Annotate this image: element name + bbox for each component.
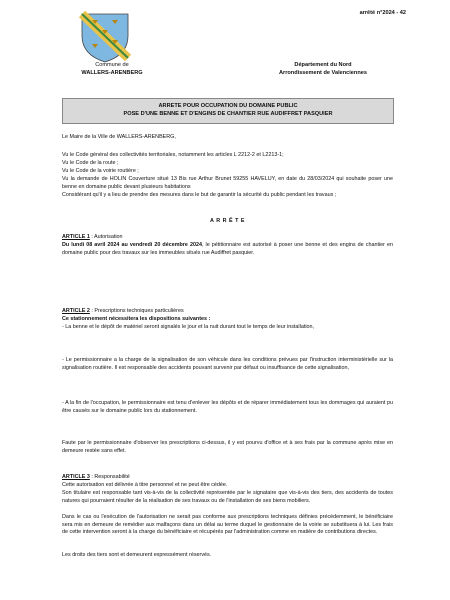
article-2-number: ARTICLE 2 [62, 308, 90, 314]
title-line-2: POSE D'UNE BENNE ET D'ENGINS DE CHANTIER RUE AUDIFFRET PASQUIER [123, 111, 333, 117]
coat-of-arms-logo [78, 10, 132, 64]
article-1-text: , le pétitionnaire est autorisé à poser une benne et des engins de chantier en domaine public pour des travaux sur les immeubles situés rue Audiffret pasquier. [62, 242, 393, 256]
article-2-item-1: - La benne et le dépôt de matériel seront signalés le jour et la nuit durant tout le temps de leur installation, [62, 324, 315, 330]
vu-1: Vu le Code général des collectivités territoriales, notamment les articles L 2212-2 et L2213-1; [62, 152, 284, 158]
vu-2: Vu le Code de la route ; [62, 160, 119, 166]
decree-number: arrêté n°2024 - 42 [359, 10, 406, 16]
vu-3: Vu le Code de la voirie routière ; [62, 168, 139, 174]
vu-5: Considérant qu'il y a lieu de prendre des mesures dans le but de garantir la sécurité du public pendant les travaux ; [62, 192, 337, 198]
article-2-subheading: Ce stationnement nécessitera les dispositions suivantes : [62, 316, 211, 322]
arrondissement-name: Arrondissement de Valenciennes [279, 69, 367, 76]
title-box [62, 98, 394, 124]
intro-text: Le Maire de la Ville de WALLERS-ARENBERG, [62, 134, 176, 140]
article-1-body [62, 242, 393, 257]
commune-name: WALLERS-ARENBERG [81, 69, 143, 76]
article-3-para-1: Cette autorisation est délivrée à titre personnel et ne peut être cédée. [62, 482, 228, 488]
article-2-heading [62, 308, 393, 316]
article-2-item-2: - Le permissionnaire a la charge de la signalisation de son véhicule dans les conditions prévues par l'instruction interministérielle sur la signalisation routière. Il est responsable des accidents pouvant survenir par défaut ou insuffisance de cette signalisation, [62, 357, 393, 371]
article-2-title: : Prescriptions techniques particulières [89, 308, 184, 314]
article-3-number: ARTICLE 3 [62, 474, 90, 480]
article-2-note: Faute par le permissionnaire d'observer les prescriptions ci-dessus, il y est pourvu d'office et à ses frais par la commune après mise en demeure restée sans effet. [62, 440, 393, 454]
article-3-heading [62, 474, 393, 482]
article-1-title: : Autorisation [89, 234, 123, 240]
article-3-para-2: Son titulaire est responsable tant vis-à-vis de la collectivité représentée par le signataire que vis-à-vis des tiers, des accidents de toutes natures qui pourraient résulter de la réalisation de ses travaux ou de l'installation de ses biens mobiliers. [62, 490, 393, 504]
vu-4: Vu la demande de HOLIN Couverture situé 13 Bis rue Arthur Brunet 59255 HAVELUY, en date du 28/03/2024 qui souhaite poser une benne en domaine public devant plusieurs habitations [62, 176, 393, 190]
title-line-1: ARRETE POUR OCCUPATION DU DOMAINE PUBLIC [158, 103, 298, 109]
commune-label: Commune de [95, 62, 129, 68]
commune-block [72, 62, 152, 77]
article-2-item-3: - A la fin de l'occupation, le permissionnaire est tenu d'enlever les dépôts et de réparer immédiatement tous les dommages qui auraient pu être causés sur le domaine public lors du stationnement. [62, 400, 393, 414]
article-3-para-3: Dans le cas ou l'exécution de l'autorisation ne serait pas conforme aux prescriptions techniques définies précédemment, le bénéficiaire sera mis en demeure de remédier aux malfaçons dans un délai au terme duquel le gestionnaire de la voirie se substituera à lui. Les frais de cette intervention seront à la charge du bénéficiaire et récupérés par l'administration comme en matière de contributions directes. [62, 514, 393, 536]
article-1-dates: Du lundi 08 avril 2024 au vendredi 20 décembre 2024 [62, 242, 202, 248]
article-1-heading [62, 234, 393, 242]
prefecture-block [248, 62, 398, 77]
article-1-number: ARTICLE 1 [62, 234, 90, 240]
article-3-para-4: Les droits des tiers sont et demeurent expressément réservés. [62, 552, 212, 558]
department-name: Département du Nord [294, 62, 352, 68]
article-3-title: : Responsabilité [89, 474, 130, 480]
arrete-heading: A R R Ê T E [210, 218, 245, 224]
